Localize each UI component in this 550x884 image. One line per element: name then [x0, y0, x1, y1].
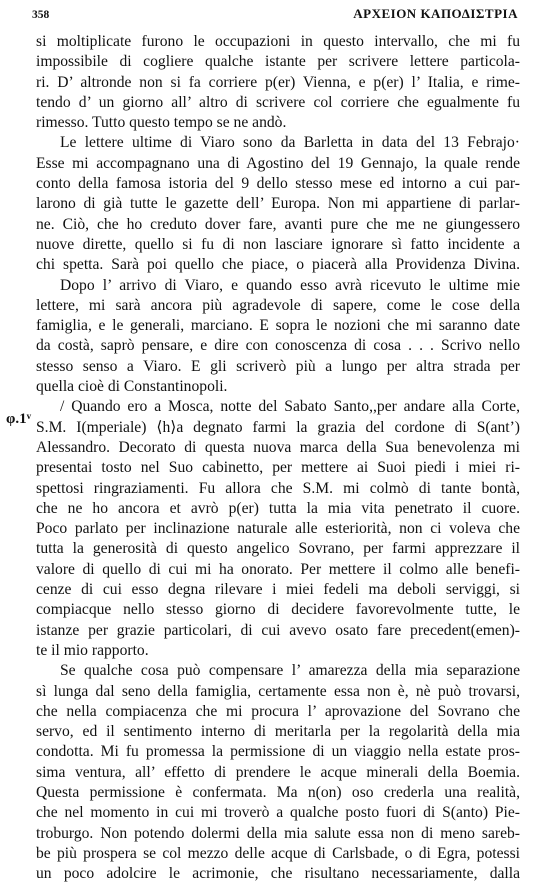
text-line: te il mio rapporto. — [36, 641, 149, 659]
text-line: sima ventura, all’ effetto di prendere le acque minerali della Boemia. — [36, 763, 520, 781]
text-line: sì lunga dal seno della famiglia, certamente essa non è, nè può trovarsi, — [36, 682, 520, 700]
text-line: che ne ho ancora et avrò p(er) tutta la mia vita penetrato il cuore. — [36, 499, 520, 517]
text-line: impossibile di cogliere qualche istante per scrivere lettere particola- — [36, 53, 520, 71]
text-line: Questa permissione è confermata. Ma n(on) oso crederla una realità, — [36, 783, 520, 801]
text-line: condotta. Mi fu promessa la permissione di un viaggio nella estate pros- — [36, 743, 520, 761]
text-line: tendo d’ un giorno all’ altro di scrivere col corriere che egualmente fu — [36, 93, 520, 111]
text-line: larono di già tutte le gazette dell’ Europa. Non mi appartiene di parlar- — [36, 195, 520, 213]
text-line: compiacque nello stesso giorno di decidere favorevolmente tutte, le — [36, 601, 520, 619]
text-line: be più prospera se col mezzo delle acque di Carlsbade, o di Egra, potessi — [36, 844, 520, 862]
text-line: quella cioè di Constantinopoli. — [36, 378, 228, 396]
running-title: ΑΡΧΕΙΟΝ ΚΑΠΟΔΙΣΤΡΙΑ — [353, 6, 518, 21]
text-line: ne. Ciò, che ho creduto dover fare, avanti pure che me ne giungessero — [36, 215, 520, 233]
text-line: lettere, mi sarà ancora più agradevole di sapere, come le cose della — [36, 296, 520, 314]
text-line: troburgo. Non potendo dolermi della mia salute essa non di meno sareb- — [36, 824, 520, 842]
text-line: che nel momento in cui mi troverò a qualche posto fuori di S(anto) Pie- — [36, 804, 520, 822]
margin-folio-note: φ.1ᵛ — [6, 411, 32, 427]
text-line: presentai tosto nel Suo cabinetto, per mettere ai Suoi piedi i miei ri- — [36, 459, 520, 477]
text-line: ri. D’ altronde non si fa corriere p(er) Vienna, e p(er) l’ Italia, e rime- — [36, 73, 520, 91]
text-line: conto della famosa istoria del 9 dello stesso mese ed intorno a cui par- — [36, 175, 520, 193]
text-line: nuove dirette, quello si fu di non lasciare ignorare sì fatto incidente a — [36, 235, 520, 253]
text-line: Alessandro. Decorato di questa nuova marca della Sua benevolenza mi — [36, 438, 520, 456]
text-line: famiglia, e le generali, marciano. E sopra le nozioni che mi saranno date — [36, 317, 520, 335]
text-line: si moltiplicate furono le occupazioni in questo intervallo, che mi fu — [36, 33, 520, 50]
text-line: chi spetta. Sarà poi quello che piace, o piacerà alla Providenza Divina. — [36, 256, 520, 274]
text-line: Se qualche cosa può compensare l’ amarezza della mia separazione — [60, 662, 520, 680]
text-line: stesso senso a Viaro. E gli scriverò più a lungo per altra strada per — [36, 357, 520, 375]
text-line: rimesso. Tutto questo tempo se ne andò. — [36, 114, 287, 132]
text-line: servo, ed il sentimento interno di meritarla per la regolarità della mia — [36, 723, 520, 741]
text-line: Esse mi accompagnano una di Agostino del 19 Gennajo, la quale rende — [36, 154, 520, 172]
page-number: 358 — [32, 9, 50, 21]
text-line: S.M. I(mperiale) ⟨h⟩a degnato farmi la grazia del cordone di S(ant’) — [36, 418, 520, 436]
text-line: spettosi ringraziamenti. Fu allora che S.M. mi colmò di tante bontà, — [36, 479, 520, 497]
text-line: istanze per grazie particolari, di cui avevo osato fare precedent(emen)- — [36, 621, 520, 639]
page-header — [32, 6, 518, 26]
text-line: un poco adolcire le acrimonie, che risultano necessariamente, dalla — [36, 865, 520, 883]
body-text — [36, 32, 520, 884]
text-line: da costà, saprò pensare, e dire con conoscenza di cosa . . . Scrivo nello — [36, 337, 520, 355]
text-line: Poco parlato per inclinazione naturale alle esteriorità, non ci voleva che — [36, 520, 520, 538]
text-line: Dopo l’ arrivo di Viaro, e quando esso avrà ricevuto le ultime mie — [60, 276, 520, 294]
text-line: tutta la generosità di questo angelico Sovrano, per farmi apprezzare il — [36, 540, 520, 558]
text-line: valore di quello di cui mi ha onorato. Per mettere il colmo alle benefi- — [36, 560, 520, 578]
text-line: Le lettere ultime di Viaro sono da Barletta in data del 13 Febrajo· — [60, 134, 520, 152]
text-line: / Quando ero a Mosca, notte del Sabato Santo,,per andare alla Corte, — [60, 398, 520, 416]
text-line: che nella compiacenza che mi procura l’ aprovazione del Sovrano che — [36, 702, 520, 720]
text-line: cenze di cui esso degna rilevare i miei fedeli ma deboli serviggi, si — [36, 581, 520, 599]
